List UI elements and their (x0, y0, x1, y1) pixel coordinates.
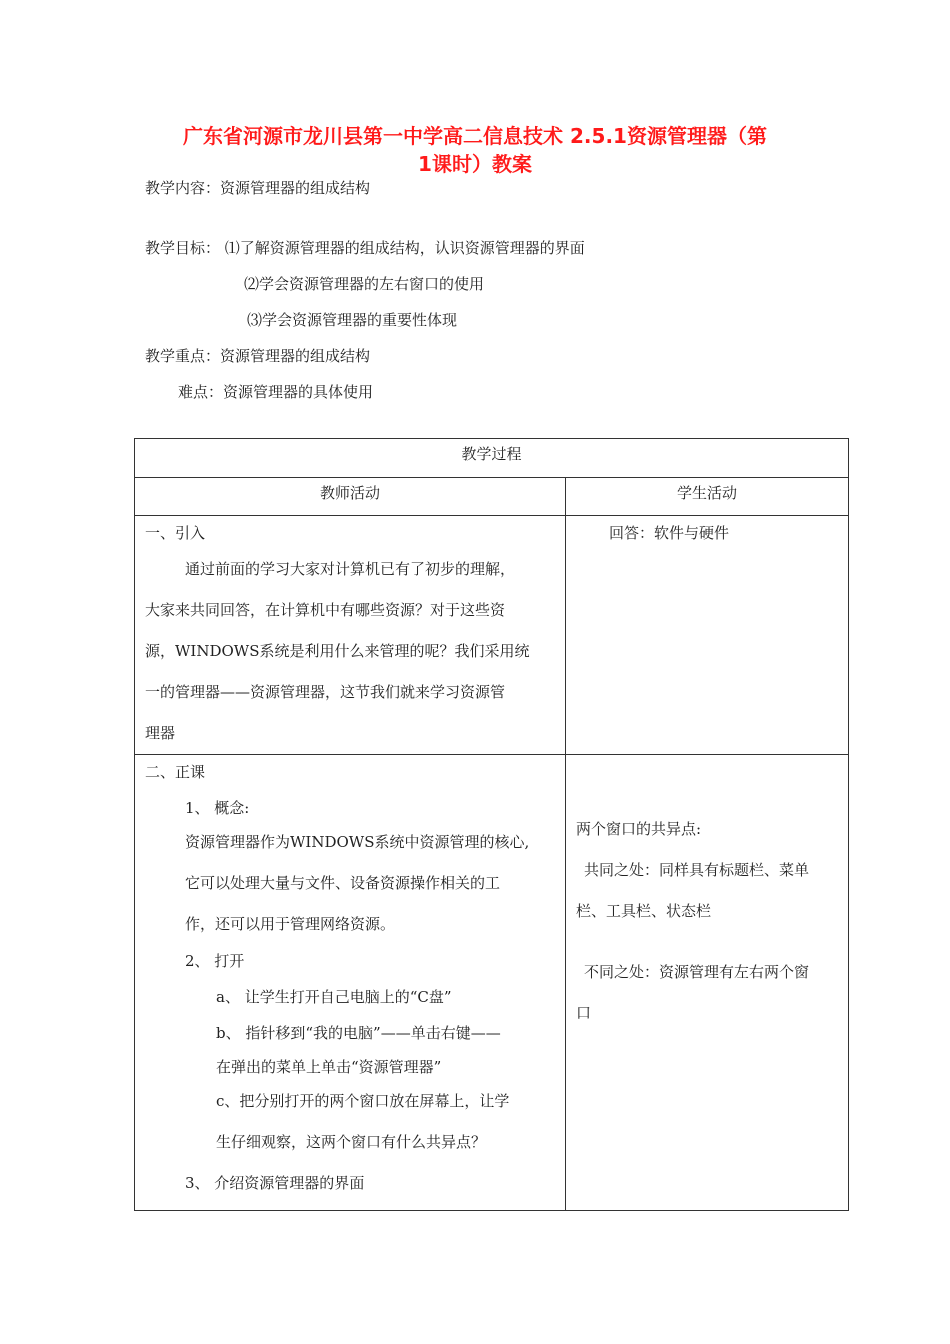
intro-line-3: 源，WINDOWS系统是利用什么来管理的呢？我们采用统 (145, 642, 530, 660)
intro-line-4: 一的管理器——资源管理器，这节我们就来学习资源管 (145, 683, 506, 701)
intro-line-1: 通过前面的学习大家对计算机已有了初步的理解， (185, 560, 516, 578)
intro-line-5: 理器 (145, 724, 176, 742)
teaching-goal-2: ⑵学会资源管理器的左右窗口的使用 (244, 275, 485, 293)
concept-line-3: 作，还可以用于管理网络资源。 (185, 915, 396, 933)
open-step-a: a、 让学生打开自己电脑上的“C盘” (216, 988, 452, 1006)
open-step-b-line-1: b、 指针移到“我的电脑”——单击右键—— (216, 1024, 501, 1042)
interface-heading: 3、 介绍资源管理器的界面 (185, 1174, 365, 1192)
document-title (140, 122, 810, 178)
column-teacher-label: 教师活动 (319, 484, 380, 502)
table-header-label: 教学过程 (461, 445, 522, 463)
concept-heading: 1、 概念: (185, 799, 250, 817)
intro-heading: 一、引入 (145, 524, 206, 542)
main-heading: 二、正课 (145, 763, 206, 781)
concept-line-1: 资源管理器作为WINDOWS系统中资源管理的核心, (185, 833, 530, 851)
teaching-process-table (134, 438, 849, 1211)
main-teacher-cell (135, 755, 566, 1211)
column-header-student (566, 478, 849, 516)
open-step-c-line-2: 生仔细观察，这两个窗口有什么共异点？ (216, 1133, 487, 1151)
open-step-c-line-1: c、把分别打开的两个窗口放在屏幕上，让学 (216, 1092, 510, 1110)
column-student-label: 学生活动 (677, 484, 738, 502)
student-diff-line-2: 口 (576, 1004, 592, 1022)
title-line-1: 广东省河源市龙川县第一中学高二信息技术 2.5.1资源管理器（第 (183, 124, 767, 148)
table-header-process (135, 439, 849, 478)
teaching-content: 教学内容：资源管理器的组成结构 (145, 179, 371, 197)
open-heading: 2、 打开 (185, 952, 245, 970)
student-similarities-heading: 两个窗口的共异点: (576, 820, 702, 838)
student-common-line-1: 共同之处：同样具有标题栏、菜单 (584, 861, 810, 879)
intro-student-cell (566, 516, 849, 755)
student-diff-line-1: 不同之处：资源管理有左右两个窗 (584, 963, 810, 981)
teaching-goal-3: ⑶学会资源管理器的重要性体现 (247, 311, 458, 329)
open-step-b-line-2: 在弹出的菜单上单击“资源管理器” (216, 1058, 442, 1076)
concept-line-2: 它可以处理大量与文件、设备资源操作相关的工 (185, 874, 501, 892)
key-point: 教学重点：资源管理器的组成结构 (145, 347, 371, 365)
difficult-point: 难点：资源管理器的具体使用 (178, 383, 374, 401)
title-line-2: 1课时）教案 (418, 152, 532, 176)
teaching-goal-1: 教学目标： ⑴了解资源管理器的组成结构，认识资源管理器的界面 (145, 239, 585, 257)
intro-teacher-cell (135, 516, 566, 755)
intro-student-answer: 回答：软件与硬件 (609, 524, 730, 542)
student-common-line-2: 栏、工具栏、状态栏 (576, 902, 712, 920)
main-student-cell (566, 755, 849, 1211)
column-header-teacher (135, 478, 566, 516)
intro-line-2: 大家来共同回答，在计算机中有哪些资源？对于这些资 (145, 601, 506, 619)
